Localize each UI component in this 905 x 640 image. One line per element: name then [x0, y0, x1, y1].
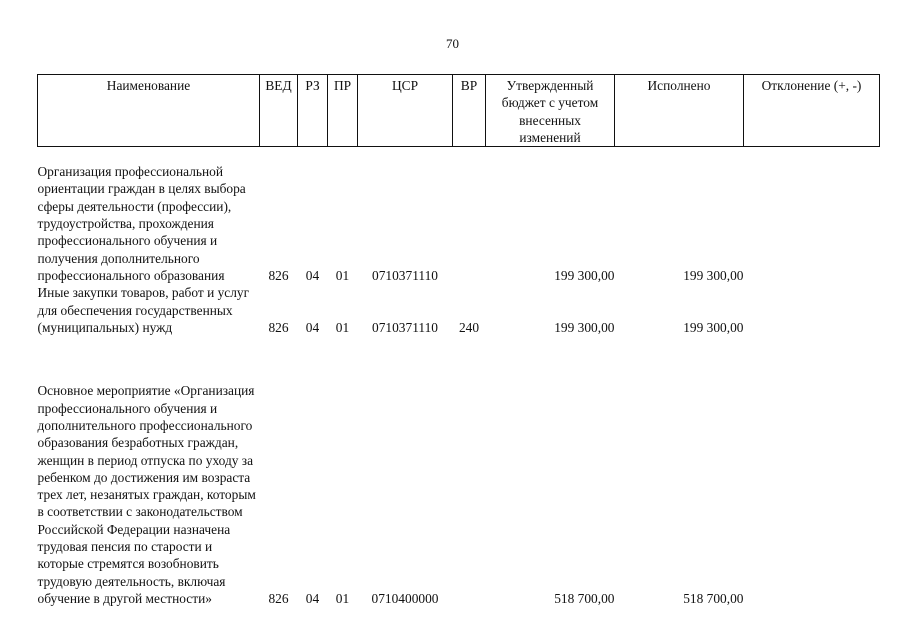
row-csr: 0710371110 [372, 267, 438, 283]
row-name: Иные закупки товаров, работ и услуг для обеспечения государственных (муниципальных) нужд [37, 285, 250, 335]
row-ved: 826 [268, 267, 289, 283]
table-row [38, 336, 880, 607]
row-csr: 0710400000 [371, 590, 439, 606]
header-rz: РЗ [298, 75, 328, 147]
row-csr: 0710371110 [372, 319, 438, 335]
header-vr: ВР [453, 75, 486, 147]
header-approved-budget: Утвержденный бюджет с учетом внесенных изменений [486, 75, 615, 147]
header-ved: ВЕД [260, 75, 298, 147]
header-csr: ЦСР [358, 75, 453, 147]
row-deviation [744, 284, 880, 336]
header-deviation: Отклонение (+, -) [744, 75, 880, 147]
row-pr: 01 [335, 590, 350, 606]
row-ved: 826 [268, 590, 289, 606]
row-approved: 199 300,00 [554, 267, 615, 283]
row-rz: 04 [305, 267, 320, 283]
row-pr: 01 [335, 267, 350, 283]
header-executed: Исполнено [615, 75, 744, 147]
table-row [38, 284, 880, 336]
table-row [38, 147, 880, 285]
row-approved: 518 700,00 [554, 590, 615, 606]
row-executed: 199 300,00 [683, 319, 744, 335]
row-rz: 04 [305, 590, 320, 606]
page-number: 70 [446, 36, 459, 51]
budget-table [37, 74, 880, 607]
row-vr [453, 336, 486, 607]
header-name: Наименование [38, 75, 260, 147]
row-rz: 04 [305, 319, 320, 335]
row-approved: 199 300,00 [554, 319, 615, 335]
row-deviation [744, 147, 880, 285]
header-pr: ПР [328, 75, 358, 147]
table-header-row [38, 75, 880, 147]
row-vr [453, 147, 486, 285]
row-deviation [744, 336, 880, 607]
row-executed: 199 300,00 [683, 267, 744, 283]
row-pr: 01 [335, 319, 350, 335]
row-executed: 518 700,00 [683, 590, 744, 606]
row-ved: 826 [268, 319, 289, 335]
row-name: Основное мероприятие «Организация профессионального обучения и дополнительного профессионального образования безработных граждан, женщин в период отпуска по уходу за ребенком до достижения им возраста трех лет, незанятых граждан, которым в соответствии с законодательством Российской Федерации назначена трудовая пенсия по старости и которые стремятся возобновить трудовую деятельность, включая обучение в другой местности» [37, 383, 256, 606]
row-vr: 240 [458, 319, 480, 335]
row-name: Организация профессиональной ориентации граждан в целях выбора сферы деятельности (профессии), трудоустройства, прохождения профессионального обучения и получения дополнительного профессионального образования [37, 164, 246, 283]
